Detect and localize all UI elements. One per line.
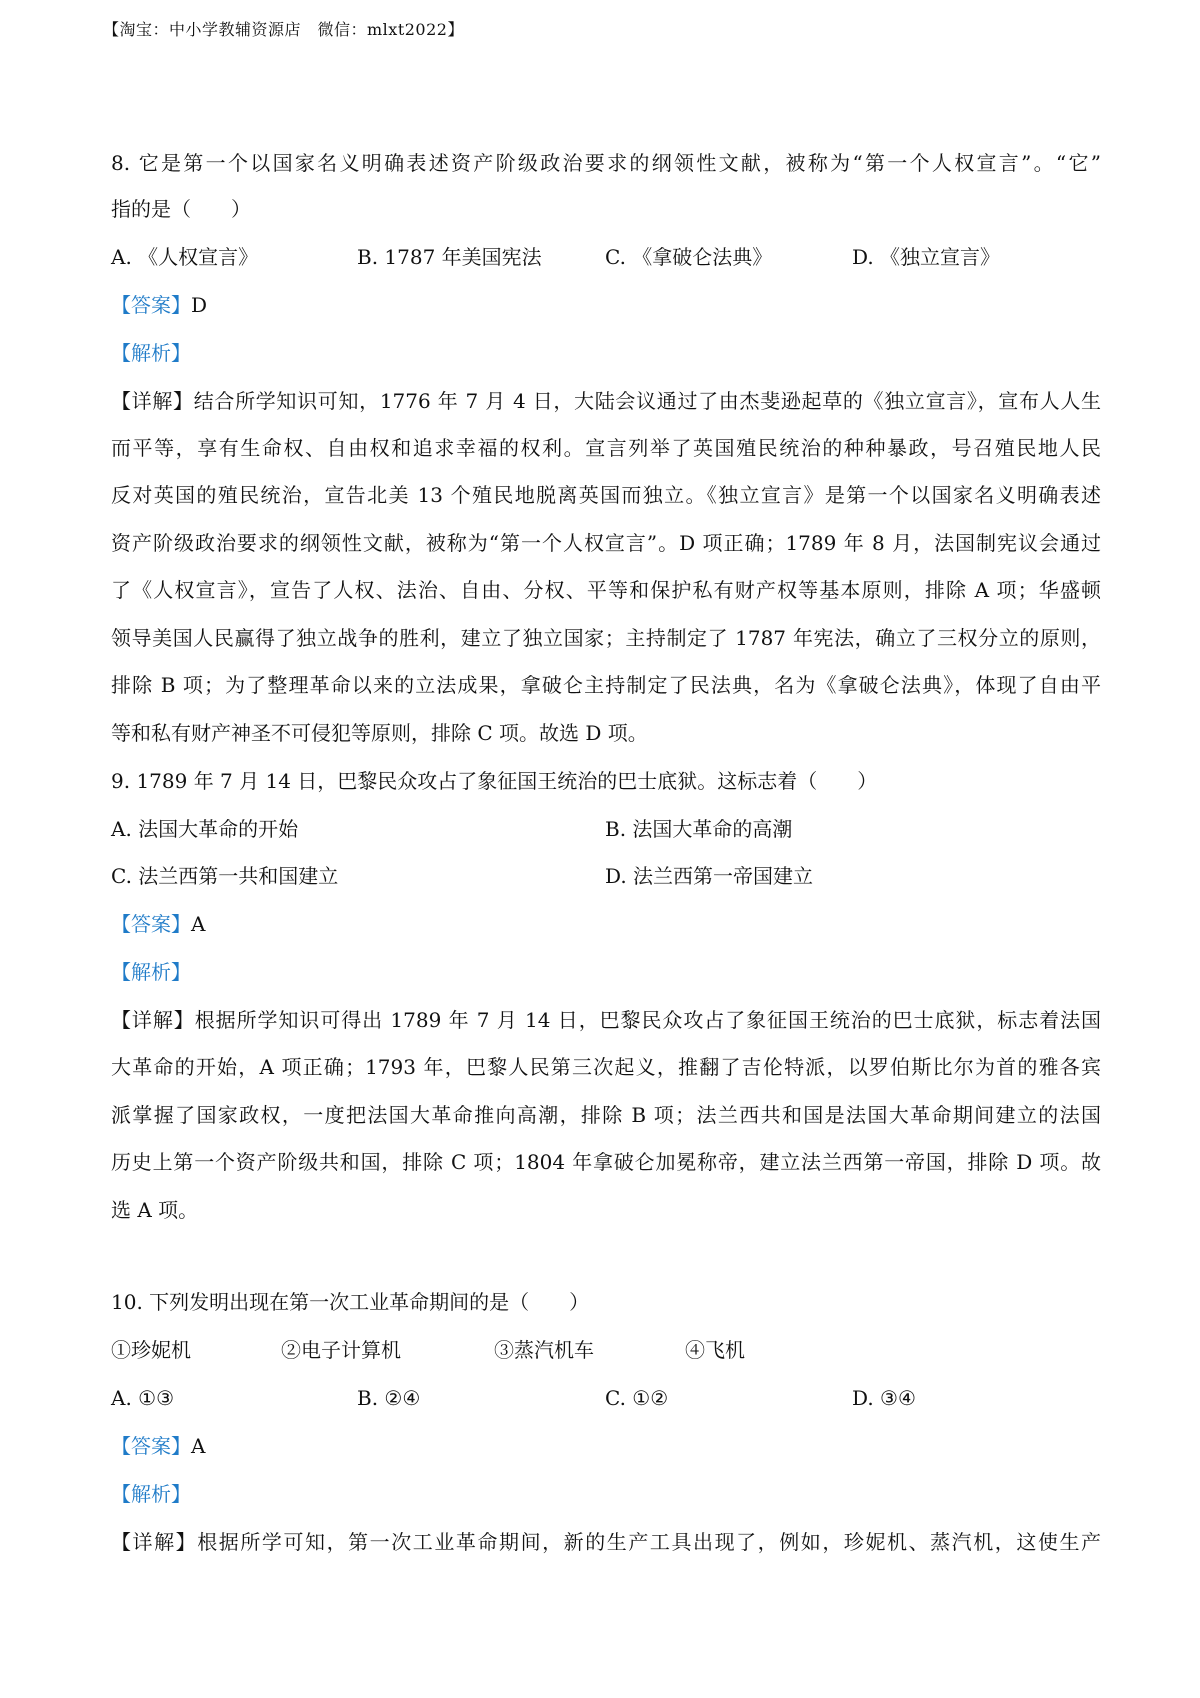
q10-stem: 10. 下列发明出现在第一次工业革命期间的是（ ） bbox=[111, 1290, 590, 1314]
q8-detail-tag: 【详解】 bbox=[111, 389, 194, 413]
q8-option-b: B. 1787 年美国宪法 bbox=[357, 245, 542, 269]
q10-item-4: ④飞机 bbox=[685, 1338, 745, 1362]
q9-answer-tag: 【答案】 bbox=[111, 912, 191, 936]
q10-detail-line1 bbox=[111, 1530, 1101, 1554]
q8-answer bbox=[111, 293, 207, 317]
q8-detail-line6: 领导美国人民赢得了独立战争的胜利，建立了独立国家；主持制定了 1787 年宪法，确立了三权分立的原则， bbox=[111, 626, 1101, 650]
q10-detail-tag: 【详解】 bbox=[111, 1530, 198, 1554]
q8-answer-tag: 【答案】 bbox=[111, 293, 191, 317]
q9-detail-tag: 【详解】 bbox=[111, 1008, 195, 1032]
q10-item-2: ②电子计算机 bbox=[281, 1338, 401, 1362]
q8-detail-text1: 结合所学知识可知，1776 年 7 月 4 日，大陆会议通过了由杰斐逊起草的《独立宣言》，宣布人人生 bbox=[193, 389, 1102, 413]
q10-answer-value: A bbox=[191, 1434, 206, 1458]
q8-option-d: D. 《独立宣言》 bbox=[852, 245, 1001, 269]
q8-stem-line2: 指的是（ ） bbox=[111, 197, 251, 221]
q9-analysis-tag: 【解析】 bbox=[111, 960, 191, 984]
page-header: 【淘宝：中小学教辅资源店 微信：mlxt2022】 bbox=[103, 20, 464, 39]
q10-item-3: ③蒸汽机车 bbox=[494, 1338, 594, 1362]
q9-detail-text1: 根据所学知识可得出 1789 年 7 月 14 日，巴黎民众攻占了象征国王统治的巴士底狱，标志着法国 bbox=[194, 1008, 1102, 1032]
q10-option-a: A. ①③ bbox=[111, 1386, 175, 1410]
q8-detail-line3: 反对英国的殖民统治，宣告北美 13 个殖民地脱离英国而独立。《独立宣言》是第一个以国家名义明确表述 bbox=[111, 483, 1101, 507]
q10-option-d: D. ③④ bbox=[852, 1386, 916, 1410]
q9-option-b: B. 法国大革命的高潮 bbox=[605, 817, 793, 841]
q10-option-c: C. ①② bbox=[605, 1386, 669, 1410]
q9-option-d: D. 法兰西第一帝国建立 bbox=[605, 864, 814, 888]
q8-answer-value: D bbox=[191, 293, 208, 317]
q9-answer-value: A bbox=[191, 912, 206, 936]
q10-item-1: ①珍妮机 bbox=[111, 1338, 191, 1362]
q8-detail-line2: 而平等，享有生命权、自由权和追求幸福的权利。宣言列举了英国殖民统治的种种暴政，号召殖民地人民 bbox=[111, 436, 1101, 460]
q8-stem-line1: 8. 它是第一个以国家名义明确表述资产阶级政治要求的纲领性文献，被称为“第一个人权宣言”。“它” bbox=[111, 151, 1101, 175]
q10-answer bbox=[111, 1434, 205, 1458]
q8-detail-line5: 了《人权宣言》，宣告了人权、法治、自由、分权、平等和保护私有财产权等基本原则，排除 A 项；华盛顿 bbox=[111, 578, 1101, 602]
q9-option-a: A. 法国大革命的开始 bbox=[111, 817, 299, 841]
q9-answer bbox=[111, 912, 205, 936]
q9-stem: 9. 1789 年 7 月 14 日，巴黎民众攻占了象征国王统治的巴士底狱。这标志着（ ） bbox=[111, 769, 878, 793]
q10-analysis-tag: 【解析】 bbox=[111, 1482, 191, 1506]
q8-option-a: A. 《人权宣言》 bbox=[111, 245, 259, 269]
q9-detail-line3: 派掌握了国家政权，一度把法国大革命推向高潮，排除 B 项；法兰西共和国是法国大革命期间建立的法国 bbox=[111, 1103, 1101, 1127]
q9-detail-line5: 选 A 项。 bbox=[111, 1198, 199, 1222]
q10-option-b: B. ②④ bbox=[357, 1386, 421, 1410]
q9-detail-line2: 大革命的开始，A 项正确；1793 年，巴黎人民第三次起义，推翻了吉伦特派，以罗伯斯比尔为首的雅各宾 bbox=[111, 1055, 1101, 1079]
q8-detail-line7: 排除 B 项；为了整理革命以来的立法成果，拿破仑主持制定了民法典，名为《拿破仑法典》，体现了自由平 bbox=[111, 673, 1101, 697]
q8-analysis-tag: 【解析】 bbox=[111, 341, 191, 365]
q8-detail-line4: 资产阶级政治要求的纲领性文献，被称为“第一个人权宣言”。D 项正确；1789 年 8 月，法国制宪议会通过 bbox=[111, 531, 1101, 555]
q10-answer-tag: 【答案】 bbox=[111, 1434, 191, 1458]
q9-option-c: C. 法兰西第一共和国建立 bbox=[111, 864, 339, 888]
q8-option-c: C. 《拿破仑法典》 bbox=[605, 245, 773, 269]
q8-detail-line1 bbox=[111, 389, 1101, 413]
q10-detail-text1: 根据所学可知，第一次工业革命期间，新的生产工具出现了，例如，珍妮机、蒸汽机，这使生产 bbox=[197, 1530, 1102, 1554]
q8-detail-line8: 等和私有财产神圣不可侵犯等原则，排除 C 项。故选 D 项。 bbox=[111, 721, 648, 745]
q9-detail-line1 bbox=[111, 1008, 1101, 1032]
q9-detail-line4: 历史上第一个资产阶级共和国，排除 C 项；1804 年拿破仑加冕称帝，建立法兰西第一帝国，排除 D 项。故 bbox=[111, 1150, 1101, 1174]
